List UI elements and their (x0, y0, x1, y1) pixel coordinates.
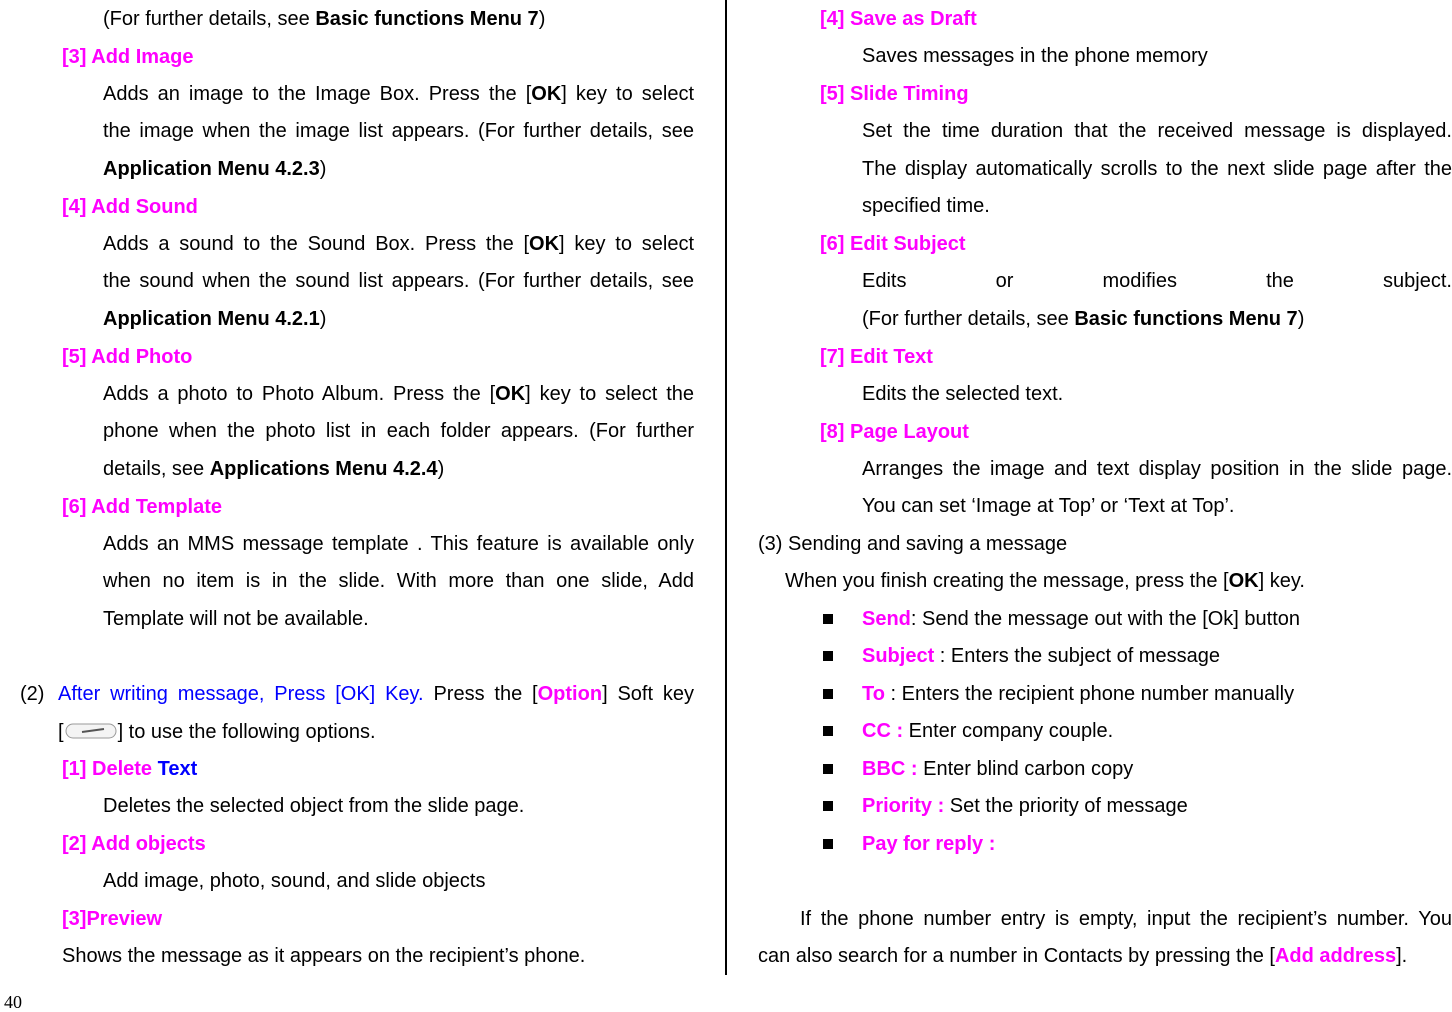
section-3-heading: (3) Sending and saving a message (758, 533, 1068, 555)
text-line: Shows the message as it appears on the recipient’s phone. (62, 945, 586, 967)
heading-delete-text: [1] Delete Text (62, 758, 198, 780)
list-item: Pay for reply : (862, 833, 996, 855)
list-item: Priority : Set the priority of message (862, 795, 1188, 817)
heading-add-sound: [4] Add Sound (62, 196, 198, 218)
text-line: details, see Applications Menu 4.2.4) (103, 458, 445, 480)
heading-add-photo: [5] Add Photo (62, 346, 193, 368)
section-2-line: After writing message, Press [OK] Key. Press the [Option] Soft key (58, 683, 694, 705)
heading-preview: [3]Preview (62, 908, 163, 930)
text-line: The display automatically scrolls to the next slide page after the (862, 158, 1452, 180)
text-line: You can set ‘Image at Top’ or ‘Text at Top’. (862, 495, 1235, 517)
list-item: Subject : Enters the subject of message (862, 645, 1220, 667)
text-line: Saves messages in the phone memory (862, 45, 1208, 67)
heading-page-layout: [8] Page Layout (820, 421, 969, 443)
list-item: BBC : Enter blind carbon copy (862, 758, 1134, 780)
bullet-square-icon (823, 764, 833, 774)
heading-add-objects: [2] Add objects (62, 833, 206, 855)
heading-add-template: [6] Add Template (62, 496, 223, 518)
text-line: the sound when the sound list appears. (For further details, see (103, 270, 694, 292)
section-2-number: (2) (20, 683, 45, 705)
list-item: Send: Send the message out with the [Ok] button (862, 608, 1301, 630)
text-line: When you finish creating the message, press the [OK] key. (785, 570, 1305, 592)
text-line: Deletes the selected object from the slide page. (103, 795, 525, 817)
text-line: Add image, photo, sound, and slide objects (103, 870, 486, 892)
text-line: phone when the photo list in each folder appears. (For further (103, 420, 694, 442)
heading-edit-subject: [6] Edit Subject (820, 233, 966, 255)
soft-key-icon (64, 722, 118, 740)
bullet-square-icon (823, 651, 833, 661)
heading-slide-timing: [5] Slide Timing (820, 83, 969, 105)
text-line: Application Menu 4.2.1) (103, 308, 327, 330)
text-line: Adds an image to the Image Box. Press the [OK] key to select (103, 83, 694, 105)
bullet-square-icon (823, 689, 833, 699)
text-line: specified time. (862, 195, 990, 217)
text-line: Adds a photo to Photo Album. Press the [OK] key to select the (103, 383, 694, 405)
text-line: Arranges the image and text display position in the slide page. (862, 458, 1452, 480)
heading-save-as-draft: [4] Save as Draft (820, 8, 977, 30)
text-line: Template will not be available. (103, 608, 369, 630)
text-line: Adds an MMS message template . This feature is available only (103, 533, 694, 555)
bullet-square-icon (823, 801, 833, 811)
section-2-line: [ ] to use the following options. (58, 721, 376, 743)
bullet-square-icon (823, 839, 833, 849)
text-line: when no item is in the slide. With more than one slide, Add (103, 570, 694, 592)
text-line: If the phone number entry is empty, input the recipient’s number. You (800, 908, 1452, 930)
text-line: the image when the image list appears. (For further details, see (103, 120, 694, 142)
text-line: Set the time duration that the received message is displayed. (862, 120, 1452, 142)
bullet-square-icon (823, 726, 833, 736)
page-number: 40 (4, 992, 22, 1012)
text-line: can also search for a number in Contacts by pressing the [Add address]. (758, 945, 1408, 967)
text-line: (For further details, see Basic functions Menu 7) (862, 308, 1305, 330)
text-line: (For further details, see Basic functions Menu 7) (103, 8, 546, 30)
text-line: Edits the selected text. (862, 383, 1064, 405)
list-item: CC : Enter company couple. (862, 720, 1114, 742)
heading-add-image: [3] Add Image (62, 46, 194, 68)
bullet-square-icon (823, 614, 833, 624)
text-line: Edits or modifies the subject. (862, 270, 1452, 292)
text-line: Application Menu 4.2.3) (103, 158, 327, 180)
heading-edit-text: [7] Edit Text (820, 346, 933, 368)
text-line: Adds a sound to the Sound Box. Press the [OK] key to select (103, 233, 694, 255)
column-divider (725, 0, 727, 975)
list-item: To : Enters the recipient phone number manually (862, 683, 1295, 705)
